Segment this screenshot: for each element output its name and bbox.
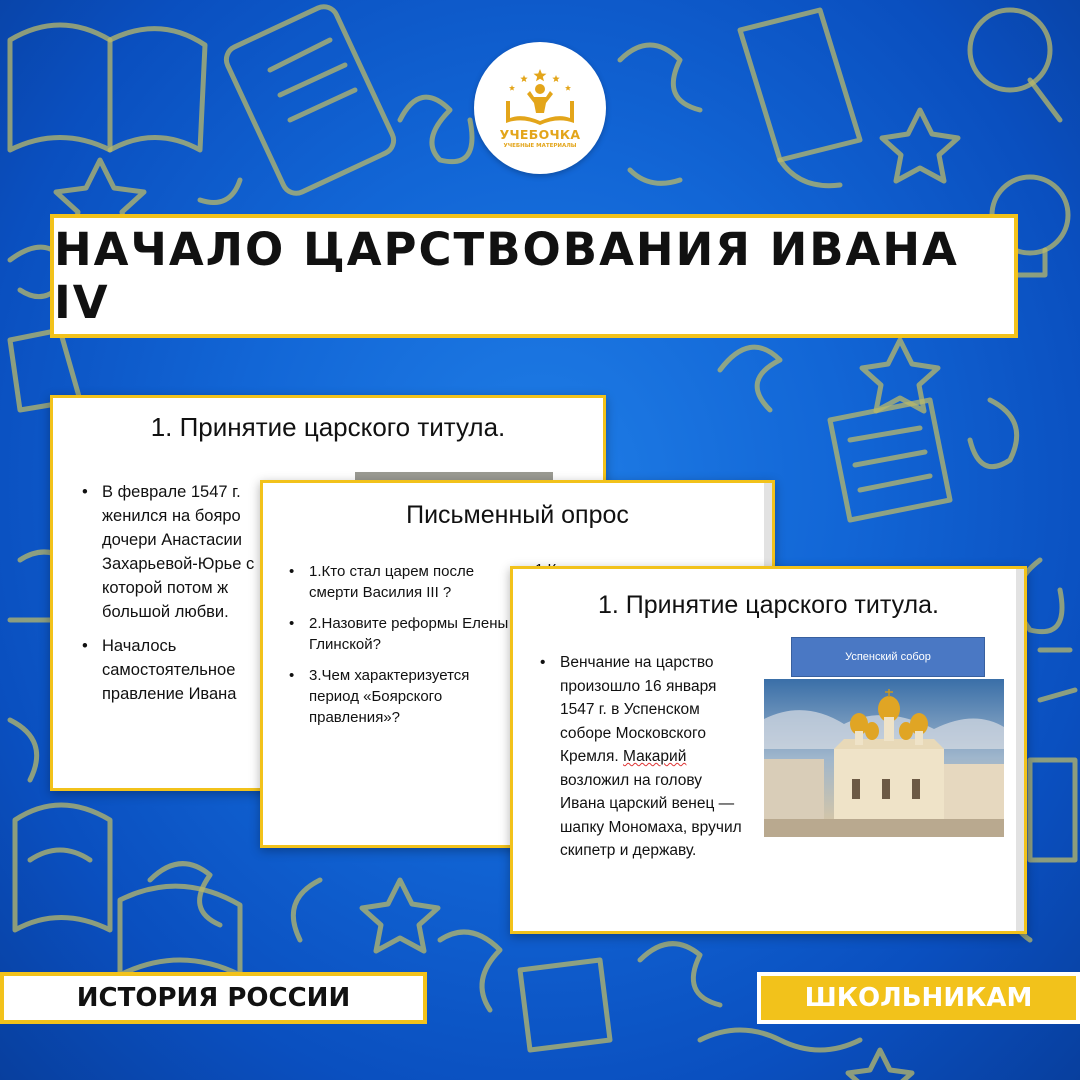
main-title: НАЧАЛО ЦАРСТВОВАНИЯ ИВАНА IV <box>54 223 959 329</box>
subject-label-text: ИСТОРИЯ РОССИИ <box>76 983 351 1013</box>
open-book-star-icon <box>500 67 580 129</box>
bullet-text: Венчание на царство произошло 16 января 1547 г. в Успенском соборе Московского Кремля. <box>560 654 717 765</box>
slide-title: 1. Принятие царского титула. <box>150 412 506 442</box>
slide-title: Письменный опрос <box>406 501 629 529</box>
subject-label <box>0 972 427 1024</box>
bullet-item: • 3.Чем характеризуется период «Боярского правления»? <box>309 665 519 728</box>
audience-label <box>757 972 1080 1024</box>
main-title-box <box>50 214 1018 338</box>
slide-title: 1. Принятие царского титула. <box>598 591 939 619</box>
bullet-list <box>560 651 750 863</box>
bullet-text: возложил на голову Ивана царский венец — шапку Мономаха, вручил скипетр и державу. <box>560 771 742 859</box>
cathedral-photo <box>764 679 1004 837</box>
photo-placeholder <box>355 472 553 480</box>
bullet-item: • Началось самостоятельное правление Ивана <box>102 634 272 706</box>
scrollbar <box>1016 569 1024 931</box>
bullet-item <box>560 651 750 863</box>
bullet-list <box>102 480 272 716</box>
photo-caption: Успенский собор <box>791 637 985 677</box>
logo-name: УЧЕБОЧКА <box>499 127 581 142</box>
bullet-list <box>309 561 519 738</box>
bullet-item: • 1.Кто стал царем после смерти Василия III ? <box>309 561 519 603</box>
bullet-item: • В феврале 1547 г. женился на бояро дочери Анастасии Захарьевой-Юрье с которой потом ж большой любви. <box>102 480 272 624</box>
slide-preview-3 <box>510 566 1027 934</box>
brand-logo <box>474 42 606 174</box>
audience-label-text: ШКОЛЬНИКАМ <box>804 983 1033 1013</box>
bullet-item: • 2.Назовите реформы Елены Глинской? <box>309 613 519 655</box>
logo-subtitle: УЧЕБНЫЕ МАТЕРИАЛЫ <box>503 143 577 149</box>
spellcheck-underlined-word: Макарий <box>622 748 687 765</box>
